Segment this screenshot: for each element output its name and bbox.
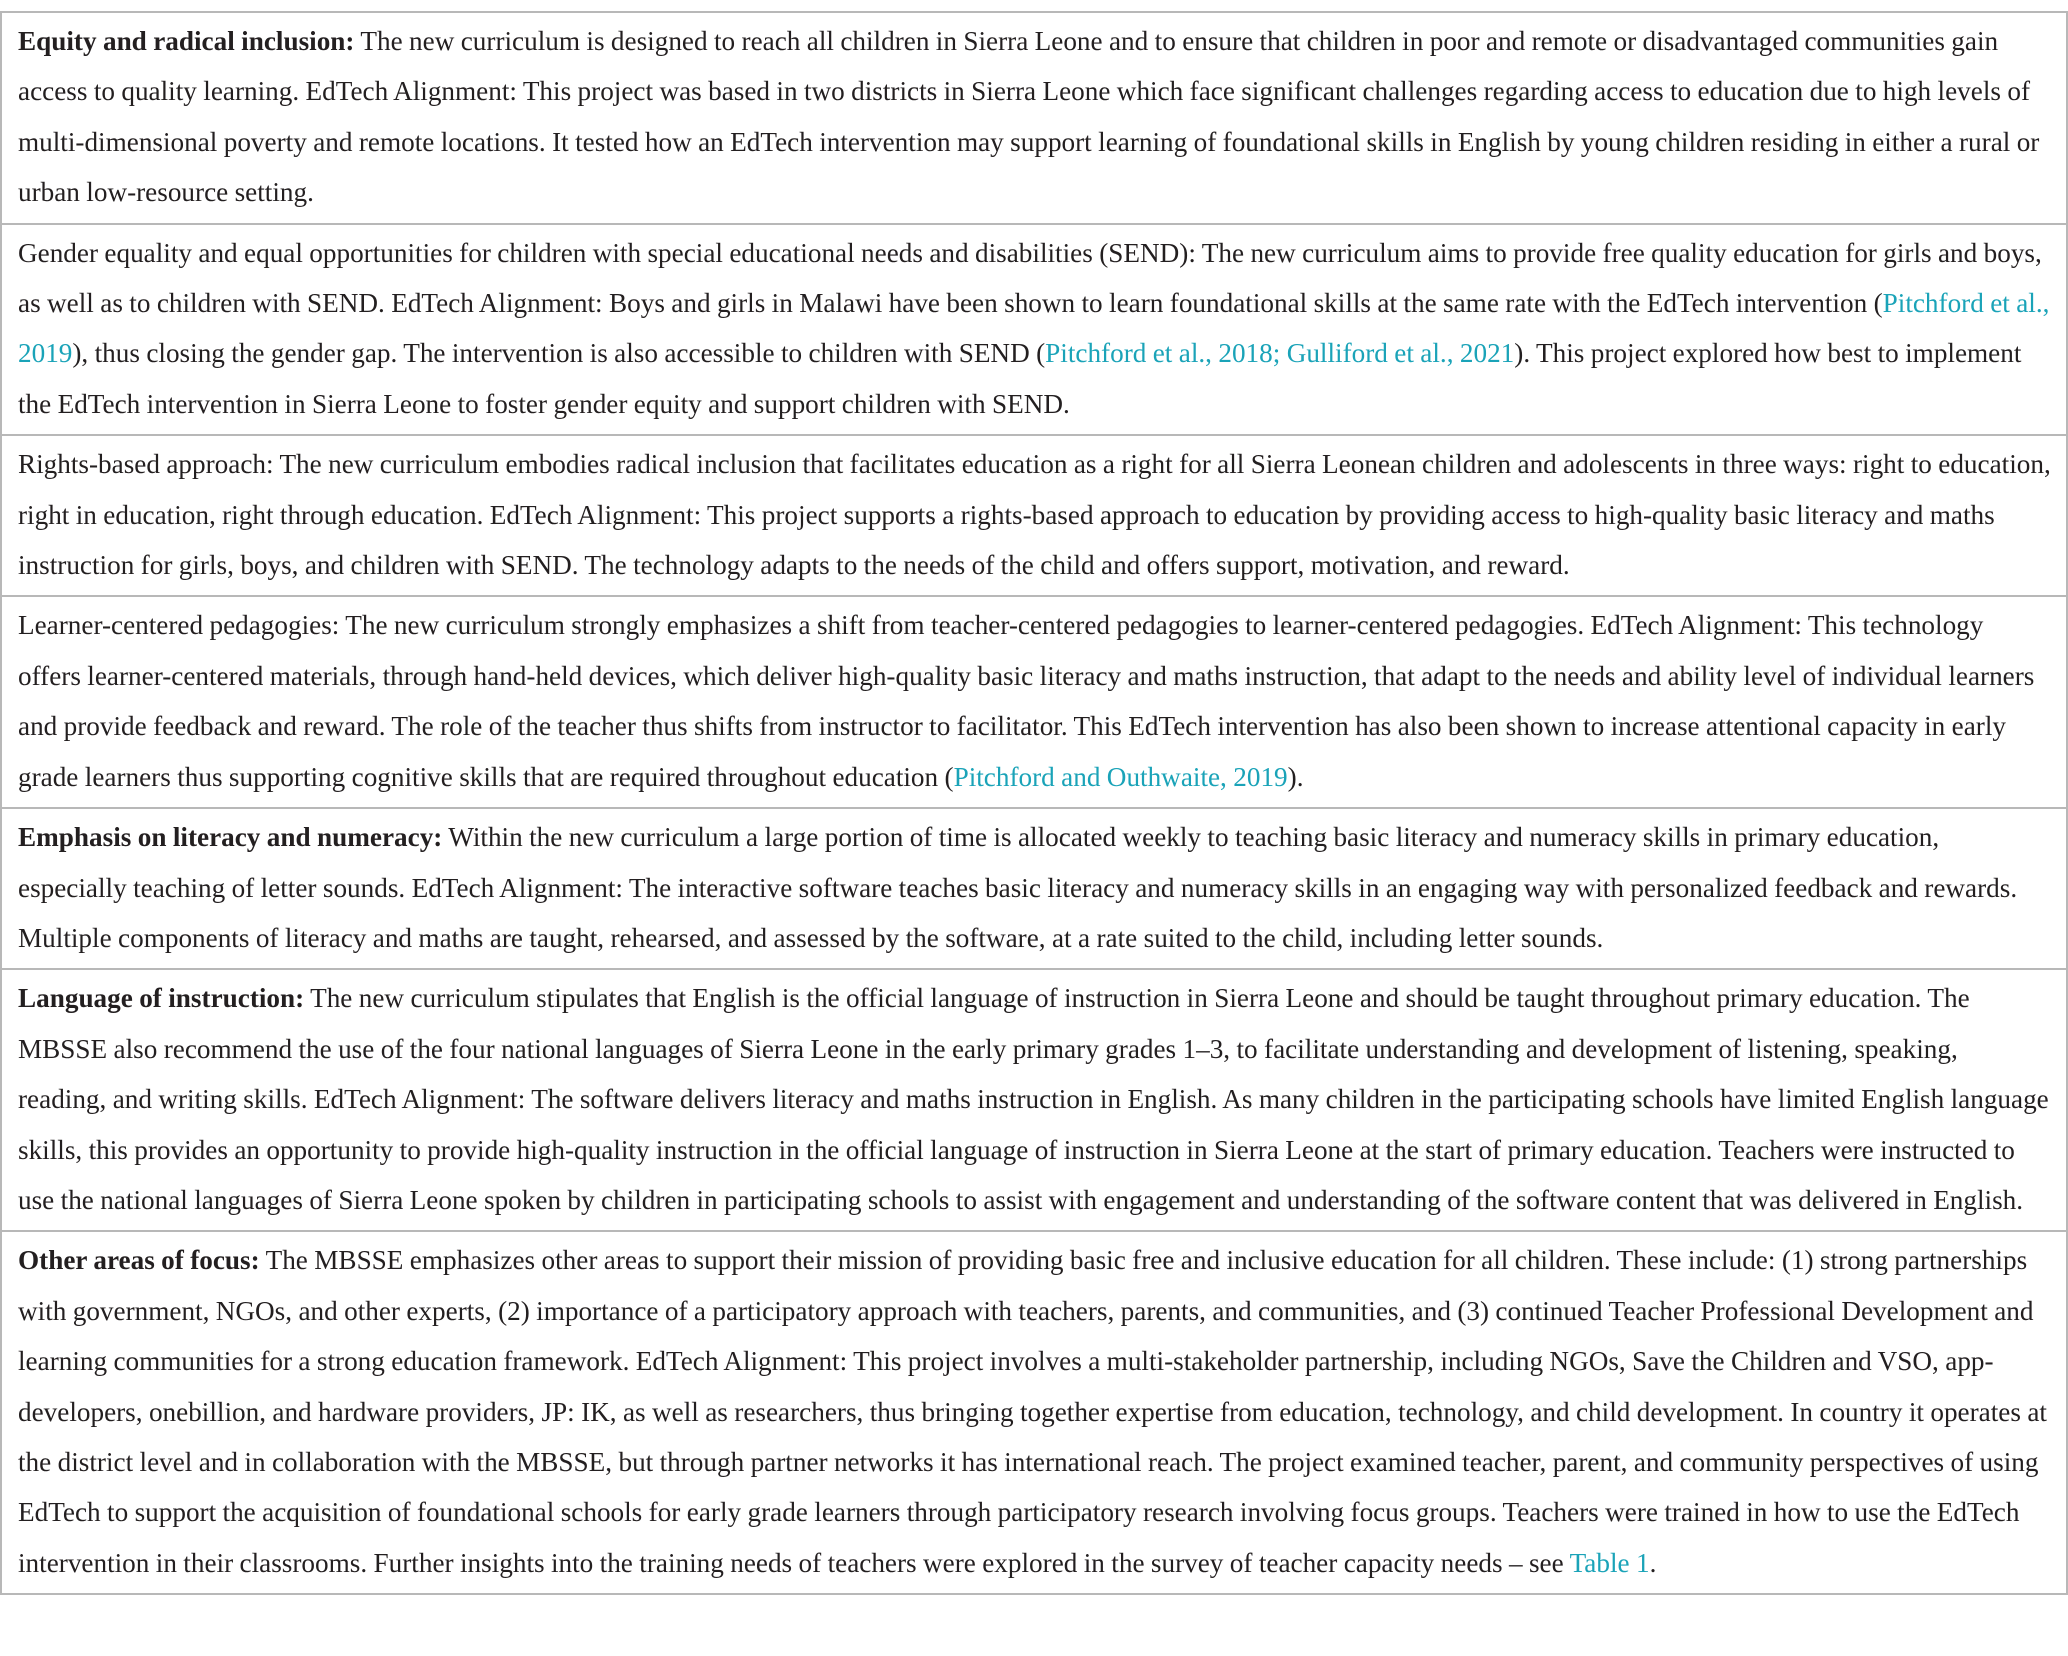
row-body: The MBSSE emphasizes other areas to support their mission of providing basic free and inclusive education for all children. These include: (1) strong partnerships with government, NGOs, and other experts, (2) importance of a participatory approach with teachers, parents, and communities, and (3) continued Teacher Professional Development and learning communities for a strong education framework. EdTech Alignment: This project involves a multi-stakeholder partnership, including NGOs, Save the Children and VSO, app-developers, onebillion, and hardware providers, JP: IK, as well as researchers, thus bringing together expertise from education, technology, and child development. In country it operates at the district level and in collaboration with the MBSSE, but through partner networks it has international reach. The project examined teacher, parent, and community perspectives of using EdTech to support the acquisition of foundational schools for early grade learners through participatory research involving focus groups. Teachers were trained in how to use the EdTech intervention in their classrooms. Further insights into the training needs of teachers were explored in the survey of teacher capacity needs – see	[18, 1245, 2047, 1578]
row-gender-cell	[1, 224, 2067, 436]
row-other-cell	[1, 1231, 2067, 1594]
row-language-cell	[1, 969, 2067, 1231]
row-text: ), thus closing the gender gap. The intervention is also accessible to children with SEND (	[72, 338, 1046, 369]
row-heading: Other areas of focus:	[18, 1245, 260, 1276]
row-body: Within the new curriculum a large portion of time is allocated weekly to teaching basic literacy and numeracy skills in primary education, especially teaching of letter sounds. EdTech Alignment: The interactive software teaches basic literacy and numeracy skills in an engaging way with personalized feedback and rewards. Multiple components of literacy and maths are taught, rehearsed, and assessed by the software, at a rate suited to the child, including letter sounds.	[18, 822, 2018, 953]
table-row	[1, 1231, 2067, 1594]
table-row	[1, 435, 2067, 596]
table-row	[1, 969, 2067, 1231]
row-heading: Emphasis on literacy and numeracy:	[18, 822, 443, 853]
citation-link[interactable]: Pitchford and Outhwaite, 2019	[953, 761, 1288, 792]
row-pedagogies-cell	[1, 596, 2067, 808]
curriculum-alignment-table	[0, 11, 2068, 1595]
row-body: The new curriculum is designed to reach all children in Sierra Leone and to ensure that children in poor and remote or disadvantaged communities gain access to quality learning. EdTech Alignment: This project was based in two districts in Sierra Leone which face significant challenges regarding access to education due to high levels of multi-dimensional poverty and remote locations. It tested how an EdTech intervention may support learning of foundational skills in English by young children residing in either a rural or urban low-resource setting.	[18, 26, 2040, 208]
row-heading: Language of instruction:	[18, 983, 305, 1014]
table-row	[1, 596, 2067, 808]
row-text: .	[1649, 1547, 1657, 1578]
row-equity-cell	[1, 12, 2067, 224]
table-reference-link[interactable]: Table 1	[1569, 1547, 1650, 1578]
row-text: ). This project explored how best to implement the EdTech intervention in Sierra Leone to foster gender equity and support children with SEND.	[18, 338, 2022, 419]
table-row	[1, 808, 2067, 969]
citation-link[interactable]: Pitchford et al., 2019	[18, 288, 2050, 369]
row-rights-cell	[1, 435, 2067, 596]
table-row	[1, 12, 2067, 224]
row-text: Rights-based approach: The new curriculum embodies radical inclusion that facilitates education as a right for all Sierra Leonean children and adolescents in three ways: right to education, right in education, right through education. EdTech Alignment: This project supports a rights-based approach to education by providing access to high-quality basic literacy and maths instruction for girls, boys, and children with SEND. The technology adapts to the needs of the child and offers support, motivation, and reward.	[18, 449, 2051, 581]
row-literacy-cell	[1, 808, 2067, 969]
row-text: Learner-centered pedagogies: The new curriculum strongly emphasizes a shift from teacher-centered pedagogies to learner-centered pedagogies. EdTech Alignment: This technology offers learner-centered materials, through hand-held devices, which deliver high-quality basic literacy and maths instruction, that adapt to the needs and ability level of individual learners and provide feedback and reward. The role of the teacher thus shifts from instructor to facilitator. This EdTech intervention has also been shown to increase attentional capacity in early grade learners thus supporting cognitive skills that are required throughout education (	[18, 610, 2035, 792]
row-text: ).	[1287, 761, 1304, 792]
row-heading: Equity and radical inclusion:	[18, 26, 355, 56]
table-row	[1, 224, 2067, 436]
row-text: Gender equality and equal opportunities for children with special educational needs and disabilities (SEND): The new curriculum aims to provide free quality education for girls and boys, as well as to children with SEND. EdTech Alignment: Boys and girls in Malawi have been shown to learn foundational skills at the same rate with the EdTech intervention (	[18, 237, 2042, 319]
citation-link[interactable]: Pitchford et al., 2018; Gulliford et al., 2021	[1045, 338, 1515, 369]
row-body: The new curriculum stipulates that English is the official language of instruction in Sierra Leone and should be taught throughout primary education. The MBSSE also recommend the use of the four national languages of Sierra Leone in the early primary grades 1–3, to facilitate understanding and development of listening, speaking, reading, and writing skills. EdTech Alignment: The software delivers literacy and maths instruction in English. As many children in the participating schools have limited English language skills, this provides an opportunity to provide high-quality instruction in the official language of instruction in Sierra Leone at the start of primary education. Teachers were instructed to use the national languages of Sierra Leone spoken by children in participating schools to assist with engagement and understanding of the software content that was delivered in English.	[18, 983, 2049, 1215]
